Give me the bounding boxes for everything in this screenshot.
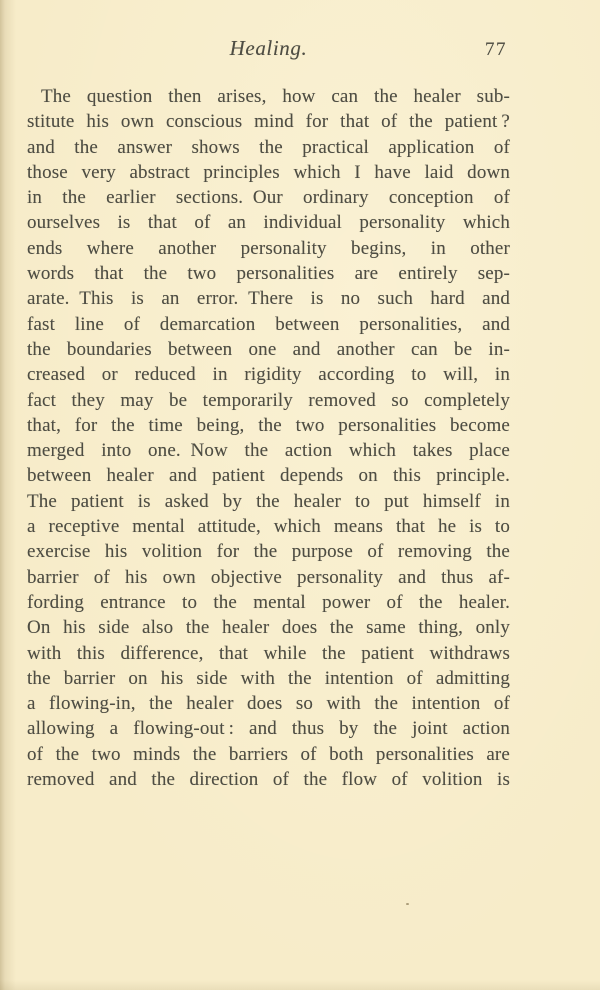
text-line: ends where another personality begins, in other xyxy=(27,237,510,259)
page-number: 77 xyxy=(485,39,507,60)
text-line: fact they may be temporarily removed so completely xyxy=(27,389,510,411)
text-line: On his side also the healer does the same thing, only xyxy=(27,617,510,639)
bottom-edge-shade xyxy=(0,980,600,990)
text-line: creased or reduced in rigidity according to will, in xyxy=(27,364,510,386)
text-line: merged into one. Now the action which takes place xyxy=(27,440,510,462)
text-line: the barrier on his side with the intention of admitting xyxy=(27,667,510,689)
text-line: of the two minds the barriers of both personalities are xyxy=(27,743,510,765)
text-line: between healer and patient depends on this principle. xyxy=(27,465,510,487)
text-line: that, for the time being, the two personalities become xyxy=(27,414,510,436)
text-line: The question then arises, how can the healer sub- xyxy=(41,86,510,107)
page-body xyxy=(27,84,510,792)
page-header xyxy=(27,36,510,64)
text-line: The patient is asked by the healer to put himself in xyxy=(27,490,510,512)
paper-speck xyxy=(406,903,409,905)
text-line: barrier of his own objective personality and thus af- xyxy=(27,566,510,588)
text-line: arate. This is an error. There is no such hard and xyxy=(27,288,510,310)
text-line: a flowing-in, the healer does so with the intention of xyxy=(27,693,510,715)
text-line: the boundaries between one and another can be in- xyxy=(27,338,510,360)
text-line: stitute his own conscious mind for that of the patient ? xyxy=(27,111,510,133)
running-title: Healing. xyxy=(229,36,308,60)
text-line: allowing a flowing-out : and thus by the joint action xyxy=(27,718,510,740)
text-line: in the earlier sections. Our ordinary conception of xyxy=(27,187,510,209)
text-line: removed and the direction of the flow of volition is xyxy=(27,769,510,791)
text-line: words that the two personalities are entirely sep- xyxy=(27,263,510,285)
text-line: fast line of demarcation between personalities, and xyxy=(27,313,510,335)
text-line: with this difference, that while the patient withdraws xyxy=(27,642,510,664)
text-line: fording entrance to the mental power of the healer. xyxy=(27,591,510,613)
text-line: and the answer shows the practical application of xyxy=(27,136,510,158)
text-line: a receptive mental attitude, which means that he is to xyxy=(27,516,510,538)
text-line: ourselves is that of an individual personality which xyxy=(27,212,510,234)
text-line: those very abstract principles which I have laid down xyxy=(27,161,510,183)
page-edge-shadow xyxy=(0,0,16,990)
text-line: exercise his volition for the purpose of removing the xyxy=(27,541,510,563)
